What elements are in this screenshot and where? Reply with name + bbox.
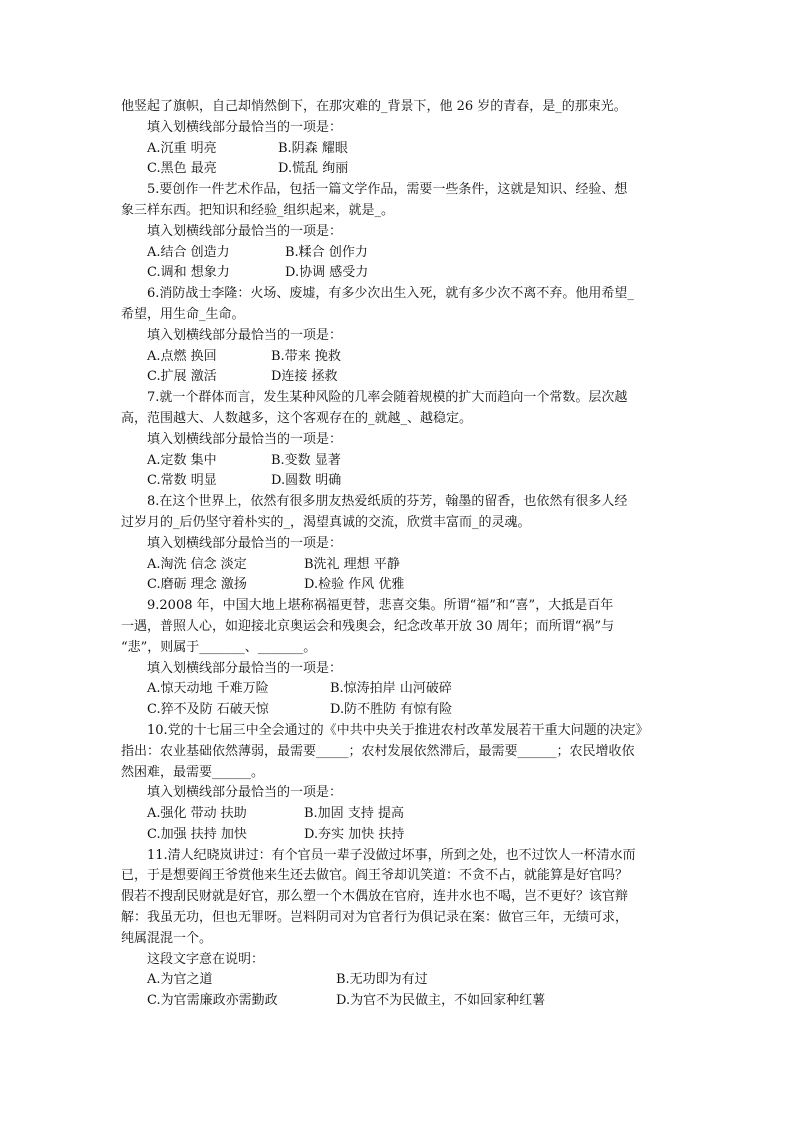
- question-prompt: 填入划横线部分最恰当的一项是：: [147, 535, 343, 551]
- answer-option: D连接 拯救: [271, 369, 338, 385]
- answer-option: A.沉重 明亮: [147, 140, 217, 156]
- options-row: [121, 970, 675, 991]
- question-line: “悲”，则属于_______、_______。: [121, 639, 317, 655]
- options-row: [121, 347, 675, 368]
- options-row: [121, 263, 675, 284]
- options-row: [121, 139, 675, 160]
- question-prompt: 填入划横线部分最恰当的一项是：: [147, 119, 343, 135]
- question-line: 希望，用生命_生命。: [121, 306, 245, 322]
- options-row: [121, 243, 675, 264]
- answer-option: D.为官不为民做主，不如回家种红薯: [336, 993, 546, 1009]
- answer-option: B.带来 挽救: [271, 348, 341, 364]
- question-line: 一遇，普照人心，如迎接北京奥运会和残奥会，纪念改革开放 30 周年；而所谓“祸”与: [121, 618, 615, 634]
- question-line: 解：我虽无功，但也无罪呀。岂料阴司对为官者行为俱记录在案：做官三年，无绩可求，: [121, 910, 629, 926]
- answer-option: A.淘洗 信念 淡定: [147, 556, 247, 572]
- question-line: 11.清人纪晓岚讲过：有个官员一辈子没做过坏事，所到之处，也不过饮人一杯清水而: [147, 847, 636, 863]
- options-row: [121, 451, 675, 472]
- answer-option: D.防不胜防 有惊有险: [330, 702, 453, 718]
- question-line: 假若不搜刮民财就是好官，那么塑一个木偶放在官府，连井水也不喝，岂不更好？该官辩: [121, 889, 629, 905]
- options-row: [121, 991, 675, 1012]
- question-prompt: 填入划横线部分最恰当的一项是：: [147, 327, 343, 343]
- question-line: 8.在这个世界上，依然有很多朋友热爱纸质的芬芳，翰墨的留香，也依然有很多人经: [147, 494, 628, 510]
- question-line: 9.2008 年，中国大地上堪称祸福更替，悲喜交集。所谓“福”和“喜”，大抵是百年: [147, 598, 614, 614]
- answer-option: B.惊涛拍岸 山河破碎: [330, 681, 452, 697]
- answer-option: C.常数 明显: [147, 473, 217, 489]
- options-row: [121, 804, 675, 825]
- options-row: [121, 825, 675, 846]
- answer-option: B洗礼 理想 平静: [304, 556, 400, 572]
- options-row: [121, 555, 675, 576]
- answer-option: D.慌乱 绚丽: [278, 161, 349, 177]
- answer-option: C.加强 扶持 加快: [147, 826, 247, 842]
- question-line: 高，范围越大、人数越多，这个客观存在的_就越_、越稳定。: [121, 410, 473, 426]
- question-line: 纯属混混一个。: [121, 930, 213, 946]
- answer-option: C.调和 想象力: [147, 265, 230, 281]
- answer-option: D.检验 作风 优雅: [304, 577, 405, 593]
- document-page: [121, 97, 675, 1012]
- options-row: [121, 159, 675, 180]
- question-line: 过岁月的_后仍坚守着朴实的_，渴望真诚的交流，欣赏丰富而_的灵魂。: [121, 514, 531, 530]
- answer-option: C.黑色 最亮: [147, 161, 217, 177]
- question-prompt: 填入划横线部分最恰当的一项是：: [147, 785, 343, 801]
- answer-option: B.变数 显著: [271, 452, 341, 468]
- options-row: [121, 575, 675, 596]
- answer-option: B.阴森 耀眼: [278, 140, 348, 156]
- question-line: 已，于是想要阎王爷赏他来生还去做官。阎王爷却讥笑道：不贪不占，就能算是好官吗？: [121, 868, 629, 884]
- question-line: 象三样东西。把知识和经验_组织起来，就是_。: [121, 202, 395, 218]
- options-row: [121, 679, 675, 700]
- answer-option: A.结合 创造力: [147, 244, 230, 260]
- question-prompt: 填入划横线部分最恰当的一项是：: [147, 660, 343, 676]
- question-line: 7.就一个群体而言，发生某种风险的几率会随着规模的扩大而趋向一个常数。层次越: [147, 390, 628, 406]
- answer-option: A.点燃 换回: [147, 348, 217, 364]
- answer-option: D.夯实 加快 扶持: [304, 826, 405, 842]
- question-line: 10.党的十七届三中全会通过的《中共中央关于推进农村改革发展若干重大问题的决定》: [147, 722, 649, 738]
- answer-option: B.加固 支持 提高: [304, 806, 404, 822]
- text-line: 他竖起了旗帜，自己却悄然倒下，在那灾难的_背景下，他 26 岁的青春，是_的那束光。: [121, 99, 627, 114]
- answer-option: A.惊天动地 千难万险: [147, 681, 269, 697]
- answer-option: D.圆数 明确: [271, 473, 342, 489]
- question-prompt: 填入划横线部分最恰当的一项是：: [147, 223, 343, 239]
- answer-option: C.扩展 激活: [147, 369, 217, 385]
- answer-option: A.强化 带动 扶助: [147, 806, 247, 822]
- question-line: 6.消防战士李隆：火场、废墟，有多少次出生入死，就有多少次不离不弃。他用希望_: [147, 286, 634, 302]
- question-prompt: 填入划横线部分最恰当的一项是：: [147, 431, 343, 447]
- answer-option: D.协调 感受力: [285, 265, 369, 281]
- answer-option: C.为官需廉政亦需勤政: [147, 993, 278, 1009]
- options-row: [121, 367, 675, 388]
- answer-option: C.磨砺 理念 激扬: [147, 577, 247, 593]
- question-line: 然困难，最需要______。: [121, 764, 265, 780]
- answer-option: A.定数 集中: [147, 452, 217, 468]
- options-row: [121, 700, 675, 721]
- question-prompt: 这段文字意在说明：: [147, 951, 265, 967]
- options-row: [121, 471, 675, 492]
- answer-option: C.猝不及防 石破天惊: [147, 702, 269, 718]
- question-line: 指出：农业基础依然薄弱，最需要_____；农村发展依然滞后，最需要______；农民增收依: [121, 743, 635, 759]
- question-line: 5.要创作一件艺术作品，包括一篇文学作品，需要一些条件，这就是知识、经验、想: [147, 182, 628, 198]
- answer-option: A.为官之道: [147, 972, 213, 988]
- answer-option: B.无功即为有过: [336, 972, 428, 988]
- answer-option: B.糅合 创作力: [285, 244, 368, 260]
